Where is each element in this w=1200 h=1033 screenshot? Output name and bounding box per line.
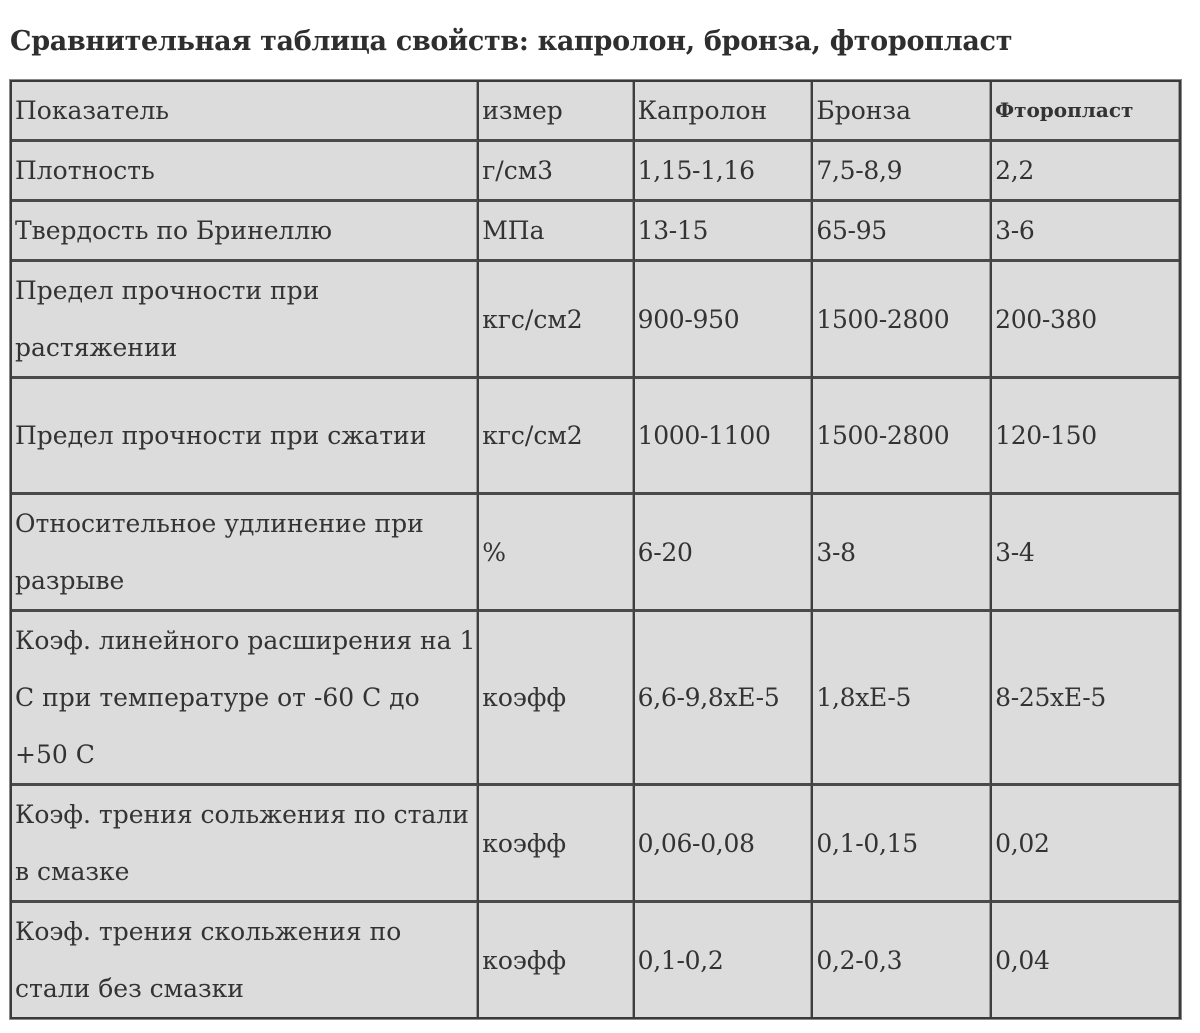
- cell-ftoroplast: 200-380: [992, 262, 1179, 379]
- cell-ftoroplast: 3-6: [992, 202, 1179, 262]
- cell-bronze: 65-95: [813, 202, 992, 262]
- cell-unit: коэфф: [479, 786, 634, 903]
- cell-unit: коэфф: [479, 903, 634, 1017]
- cell-property: Твердость по Бринеллю: [12, 202, 479, 262]
- cell-caprolon: 13-15: [635, 202, 814, 262]
- cell-bronze: 3-8: [813, 495, 992, 612]
- table-row: [12, 142, 1179, 202]
- cell-unit: МПа: [479, 202, 634, 262]
- cell-caprolon: 1000-1100: [635, 379, 814, 495]
- cell-bronze: 0,2-0,3: [813, 903, 992, 1017]
- cell-ftoroplast: 120-150: [992, 379, 1179, 495]
- header-caprolon: Капролон: [635, 82, 814, 142]
- cell-ftoroplast: 0,04: [992, 903, 1179, 1017]
- table-row: [12, 786, 1179, 903]
- cell-unit: %: [479, 495, 634, 612]
- header-bronze: Бронза: [813, 82, 992, 142]
- cell-property: Коэф. трения скольжения по стали без смазки: [12, 903, 479, 1017]
- cell-property: Коэф. линейного расширения на 1 С при температуре от -60 С до +50 С: [12, 612, 479, 786]
- cell-bronze: 1500-2800: [813, 262, 992, 379]
- cell-ftoroplast: 2,2: [992, 142, 1179, 202]
- document-title: Сравнительная таблица свойств: капролон, бронза, фторопласт: [10, 26, 1013, 57]
- table-row: [12, 903, 1179, 1017]
- cell-property: Коэф. трения сольжения по стали в смазке: [12, 786, 479, 903]
- cell-bronze: 1500-2800: [813, 379, 992, 495]
- table-row: [12, 612, 1179, 786]
- header-unit: измер: [479, 82, 634, 142]
- cell-bronze: 0,1-0,15: [813, 786, 992, 903]
- cell-property: Предел прочности при сжатии: [12, 379, 479, 495]
- table-header-row: [12, 82, 1179, 142]
- cell-unit: кгс/см2: [479, 379, 634, 495]
- table-row: [12, 379, 1179, 495]
- cell-caprolon: 900-950: [635, 262, 814, 379]
- cell-caprolon: 0,06-0,08: [635, 786, 814, 903]
- header-ftoroplast: Фторопласт: [992, 82, 1179, 142]
- cell-bronze: 7,5-8,9: [813, 142, 992, 202]
- cell-caprolon: 1,15-1,16: [635, 142, 814, 202]
- cell-unit: коэфф: [479, 612, 634, 786]
- table-row: [12, 262, 1179, 379]
- cell-ftoroplast: 3-4: [992, 495, 1179, 612]
- cell-caprolon: 6-20: [635, 495, 814, 612]
- table-row: [12, 202, 1179, 262]
- cell-bronze: 1,8xE-5: [813, 612, 992, 786]
- cell-property: Предел прочности при растяжении: [12, 262, 479, 379]
- cell-property: Относительное удлинение при разрыве: [12, 495, 479, 612]
- table-row: [12, 495, 1179, 612]
- cell-unit: кгс/см2: [479, 262, 634, 379]
- cell-ftoroplast: 8-25xE-5: [992, 612, 1179, 786]
- cell-unit: г/см3: [479, 142, 634, 202]
- comparison-table: [10, 80, 1181, 1019]
- cell-caprolon: 6,6-9,8xE-5: [635, 612, 814, 786]
- cell-caprolon: 0,1-0,2: [635, 903, 814, 1017]
- cell-ftoroplast: 0,02: [992, 786, 1179, 903]
- header-property: Показатель: [12, 82, 479, 142]
- cell-property: Плотность: [12, 142, 479, 202]
